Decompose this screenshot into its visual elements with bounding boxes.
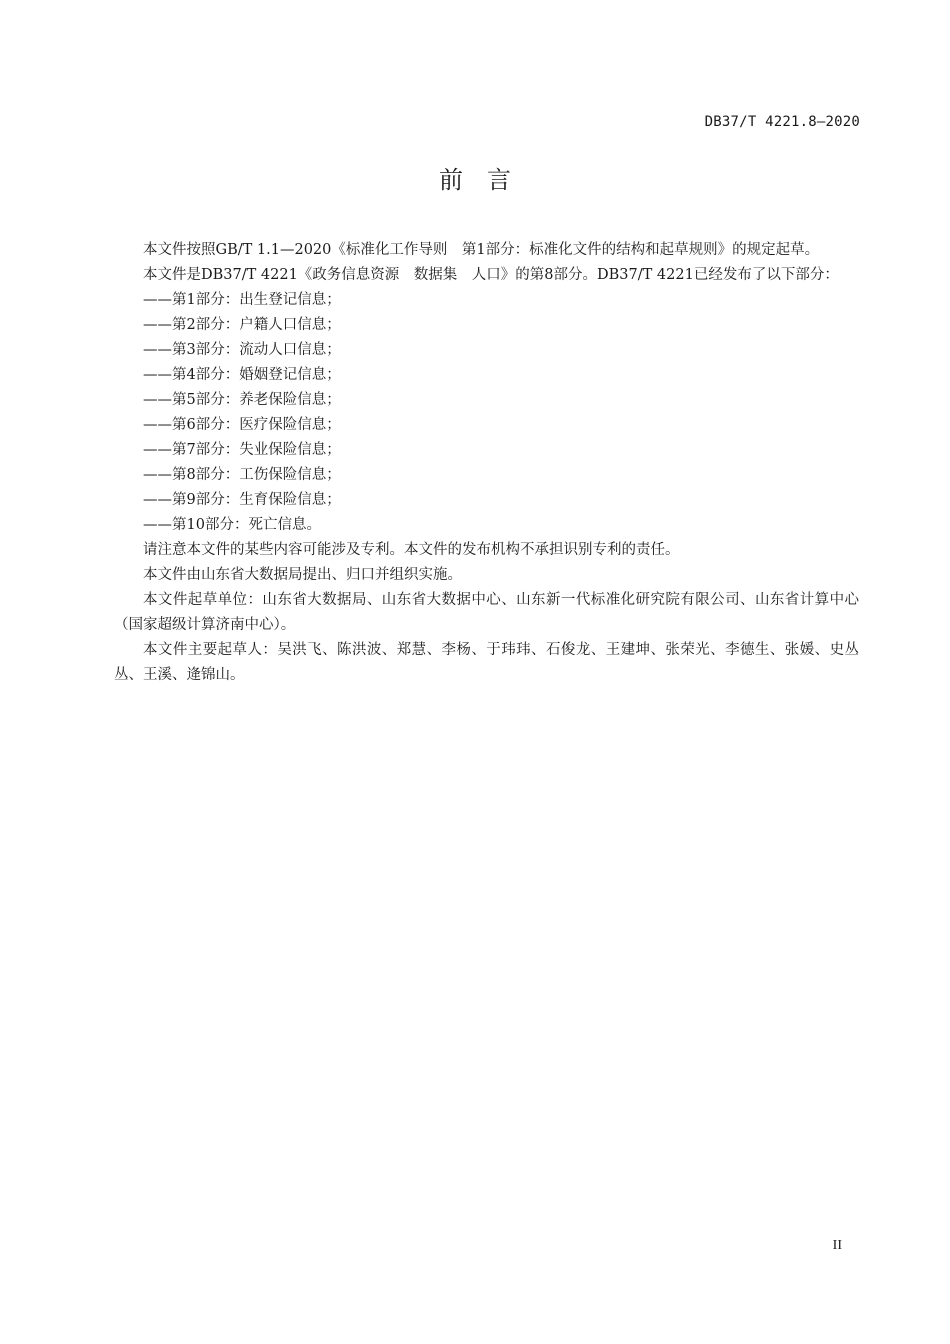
- list-item: ——第2部分：户籍人口信息；: [143, 317, 341, 333]
- list-item: ——第1部分：出生登记信息；: [143, 292, 341, 308]
- list-item: ——第9部分：生育保险信息；: [143, 492, 341, 508]
- paragraph-drafters: 本文件主要起草人：吴洪飞、陈洪波、郑慧、李杨、于玮玮、石俊龙、王建坤、张荣光、李德生、张媛、史丛丛、王溪、逄锦山。: [114, 642, 859, 683]
- list-item: ——第3部分：流动人口信息；: [143, 342, 341, 358]
- paragraph-series-intro: 本文件是DB37/T 4221《政务信息资源 数据集 人口》的第8部分。DB37/T 4221已经发布了以下部分：: [143, 267, 839, 283]
- list-item: ——第4部分：婚姻登记信息；: [143, 367, 341, 383]
- page-number: II: [832, 1238, 842, 1253]
- list-item: ——第7部分：失业保险信息；: [143, 442, 341, 458]
- list-item: ——第6部分：医疗保险信息；: [143, 417, 341, 433]
- page-title: 前言: [439, 166, 535, 194]
- paragraph-drafting-basis: 本文件按照GB/T 1.1—2020《标准化工作导则 第1部分：标准化文件的结构和起草规则》的规定起草。: [143, 242, 820, 258]
- foreword-body: [114, 238, 859, 688]
- paragraph-proposer: 本文件由山东省大数据局提出、归口并组织实施。: [143, 567, 462, 583]
- document-code: DB37/T 4221.8—2020: [704, 114, 860, 130]
- list-item: ——第8部分：工伤保险信息；: [143, 467, 341, 483]
- list-item: ——第10部分：死亡信息。: [143, 517, 321, 533]
- paragraph-drafting-units: 本文件起草单位：山东省大数据局、山东省大数据中心、山东新一代标准化研究院有限公司、山东省计算中心（国家超级计算济南中心）。: [114, 592, 859, 633]
- list-item: ——第5部分：养老保险信息；: [143, 392, 341, 408]
- paragraph-patent-notice: 请注意本文件的某些内容可能涉及专利。本文件的发布机构不承担识别专利的责任。: [143, 542, 680, 558]
